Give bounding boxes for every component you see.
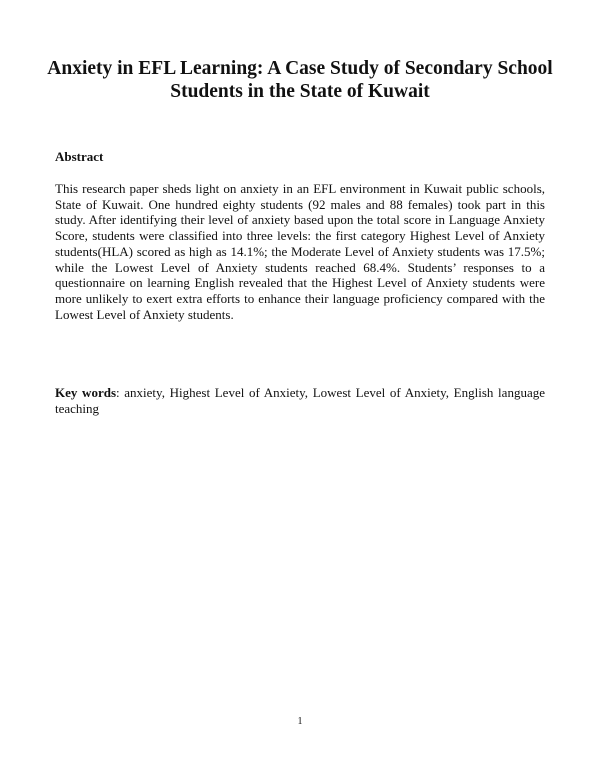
keywords-paragraph [55,385,545,416]
keywords-text: : anxiety, Highest Level of Anxiety, Lowest Level of Anxiety, English language teaching [55,385,545,416]
abstract-heading: Abstract [55,149,104,164]
abstract-text: This research paper sheds light on anxiety in an EFL environment in Kuwait public schools, State of Kuwait. One hundred eighty students (92 males and 88 females) took part in this study. After identifying their level of anxiety based upon the total score in Language Anxiety Score, students were classified into three levels: the first category Highest Level of Anxiety students(HLA) scored as high as 14.1%; the Moderate Level of Anxiety students was 17.5%; while the Lowest Level of Anxiety students reached 68.4%. Students’ responses to a questionnaire on learning English revealed that the Highest Level of Anxiety students were more unlikely to exert extra efforts to enhance their language proficiency compared with the Lowest Level of Anxiety students. [55,181,545,322]
paper-title: Anxiety in EFL Learning: A Case Study of Secondary School Students in the State of Kuwait [47,58,553,102]
keywords-label: Key words [55,385,116,400]
page-number: 1 [297,716,303,727]
